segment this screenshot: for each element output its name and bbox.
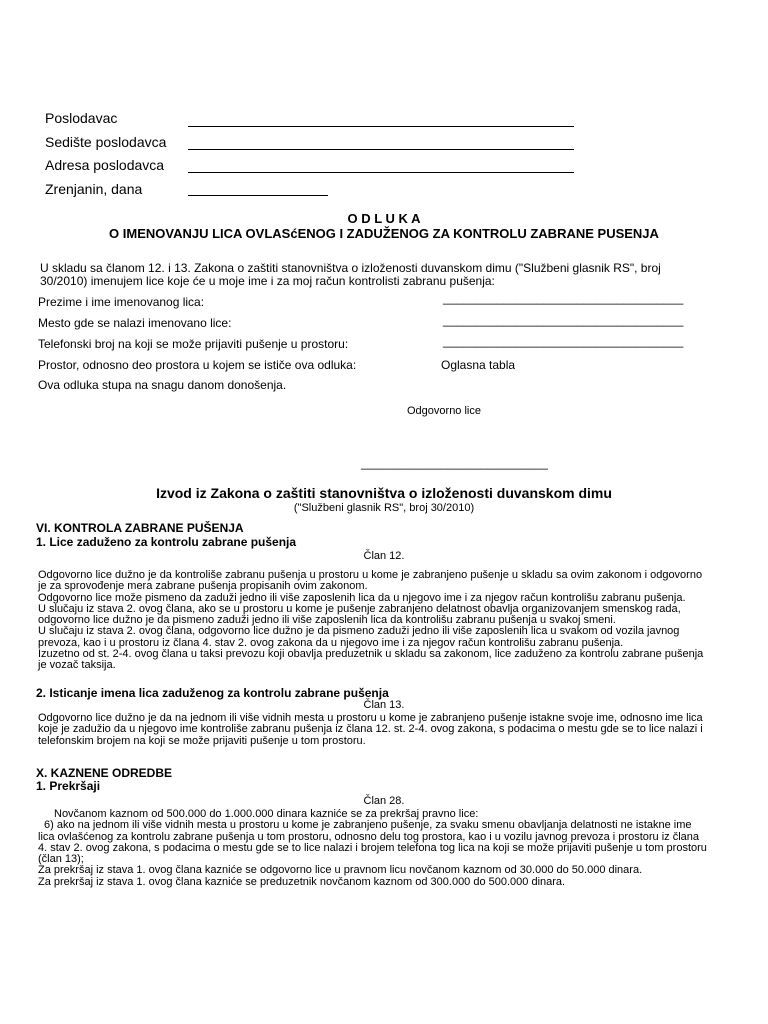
display-place-value: Oglasna tabla [441, 358, 516, 372]
excerpt-title: Izvod iz Zakona o zaštiti stanovništva o izloženosti duvanskom dimu [156, 485, 612, 501]
date-field-line[interactable] [188, 195, 328, 196]
article-12-line: odgovorno lice dužno je da pismeno zaduži jedno ili više zaposlenih lica da kontrolišu zabranu pušenja u svakoj smeni. [38, 614, 616, 627]
decision-intro-line1: U skladu sa članom 12. i 13. Zakona o zaštiti stanovništva o izloženosti duvanskom dimu ("Službeni glasnik RS", broj [40, 261, 661, 275]
article-12-line: je vozač taksija. [38, 659, 116, 672]
employer-label: Poslodavac [45, 110, 118, 126]
article-12-line: je za sprovođenje mera zabrane pušenja propisanih ovim zakonom. [38, 580, 368, 593]
signature-line[interactable]: ____________________________ [361, 456, 548, 470]
article-13-heading: Član 13. [363, 699, 405, 711]
article-28-text [38, 809, 707, 888]
article-12-line: Odgovorno lice može pismeno da zaduži jedno ili više zaposlenih lica da u njegovo ime i za njegov račun kontrolišu zabranu pušenja. [38, 591, 686, 604]
responsible-person-label: Odgovorno lice [407, 405, 481, 417]
appointee-name-label: Prezime i ime imenovanog lica: [38, 295, 205, 309]
article-12-line: Izuzetno od st. 2-4. ovog člana u taksi prevozu koji obavlja preduzetnik u skladu sa zakonom, lice zaduženo za kontrolu zabrane pušenja [38, 648, 704, 661]
article-28-line: Novčanom kaznom od 500.000 do 1.000.000 dinara kazniće se za prekršaj pravno lice: [54, 808, 479, 820]
subsection-heading-1: 1. Lice zaduženo za kontrolu zabrane pušenja [36, 535, 297, 549]
employer-seat-field-line[interactable] [188, 149, 574, 150]
article-28-line: (član 13); [38, 853, 84, 866]
subsection-heading-2: 2. Isticanje imena lica zaduženog za kontrolu zabrane pušenja [36, 686, 389, 700]
article-28-heading: Član 28. [363, 795, 405, 807]
decision-intro-line2: 30/2010) imenujem lice koje će u moje ime i za moj račun kontrolisti zabranu pušenja: [40, 274, 495, 288]
article-12-line: Odgovorno lice dužno je da kontroliše zabranu pušenja u prostoru u kome je zabranjeno pušenje u skladu sa ovim zakonom i odgovorno [38, 569, 703, 581]
article-12-line: U slučaju iz stava 2. ovog člana, odgovorno lice dužno je da pismeno zaduži jedno ili više zaposlenih lica u svakom od vozila javnog [38, 625, 680, 638]
section-heading-vi: VI. KONTROLA ZABRANE PUŠENJA [36, 521, 244, 535]
display-place-label: Prostor, odnosno deo prostora u kojem se ističe ova odluka: [38, 358, 357, 372]
article-13-text [38, 713, 703, 747]
employer-seat-label: Sedište poslodavca [45, 134, 167, 150]
decision-title: O D L U K A [347, 211, 421, 226]
appointee-name-value[interactable]: ____________________________________ [443, 291, 684, 305]
article-12-text [38, 570, 703, 672]
article-13-line: Odgovorno lice dužno je da na jednom ili više vidnih mesta u prostoru u kome je zabranjeno pušenje istakne svoje ime, odnosno ime lica [38, 712, 703, 724]
appointee-location-value[interactable]: ____________________________________ [443, 313, 684, 327]
excerpt-subtitle: ("Službeni glasnik RS", broj 30/2010) [293, 502, 475, 514]
employer-field-line[interactable] [188, 126, 574, 127]
section-heading-x: X. KAZNENE ODREDBE [36, 766, 173, 780]
effective-statement: Ova odluka stupa na snagu danom donošenja. [38, 378, 287, 392]
article-28-line: Za prekršaj iz stava 1. ovog člana kazniće se odgovorno lice u pravnom licu novčanom kaznom od 30.000 do 50.000 dinara. [38, 864, 643, 877]
decision-subtitle: O IMENOVANJU LICA OVLASćENOG I ZADUŽENOG ZA KONTROLU ZABRANE PUSENJA [109, 226, 659, 241]
employer-address-label: Adresa poslodavca [45, 157, 165, 173]
article-12-line: prevoza, kao i u prostoru iz člana 4. stav 2. ovog zakona da u njegovo ime i za njegov račun kontrolišu zabranu pušenja. [38, 636, 624, 649]
report-phone-label: Telefonski broj na koji se može prijaviti pušenje u prostoru: [38, 337, 349, 351]
article-28-line: 6) ako na jednom ili više vidnih mesta u prostoru u kome je zabranjeno pušenje, za svaku smenu obavljanja delatnosti ne istakne ime [44, 819, 692, 832]
subsection-heading-offenses: 1. Prekršaji [36, 779, 101, 793]
article-12-heading: Član 12. [363, 550, 405, 562]
article-28-line: Za prekršaj iz stava 1. ovog člana kazniće se preduzetnik novčanom kaznom od 300.000 do 500.000 dinara. [38, 875, 566, 888]
employer-address-field-line[interactable] [188, 172, 574, 173]
report-phone-value[interactable]: ____________________________________ [443, 334, 684, 348]
article-28-line: 4. stav 2. ovog zakona, s podacima o mestu gde se to lice nalazi i brojem telefona tog lica na koji se može prijaviti pušenje u tom prostoru [38, 841, 707, 854]
article-28-line: lica ovlašćenog za kontrolu zabrane pušenja u tom prostoru, odnosno delu tog prostora, kao i u vozilu javnog prevoza i prostoru iz člana [38, 830, 699, 843]
date-label: Zrenjanin, dana [45, 181, 143, 197]
appointee-location-label: Mesto gde se nalazi imenovano lice: [38, 316, 232, 330]
article-13-line: telefonskim brojem na koji se može prijaviti pušenje u tom prostoru. [38, 734, 366, 747]
article-12-line: U slučaju iz stava 2. ovog člana, ako se u prostoru u kome je pušenje zabranjeno delatnost obavlja organizovanjem smenskog rada, [38, 602, 681, 615]
article-13-line: koje je zadužio da u njegovo ime kontroliše zabranu pušenja iz člana 12. st. 2-4. ovog zakona, s podacima o mestu gde se to lice nalazi i [38, 723, 703, 736]
